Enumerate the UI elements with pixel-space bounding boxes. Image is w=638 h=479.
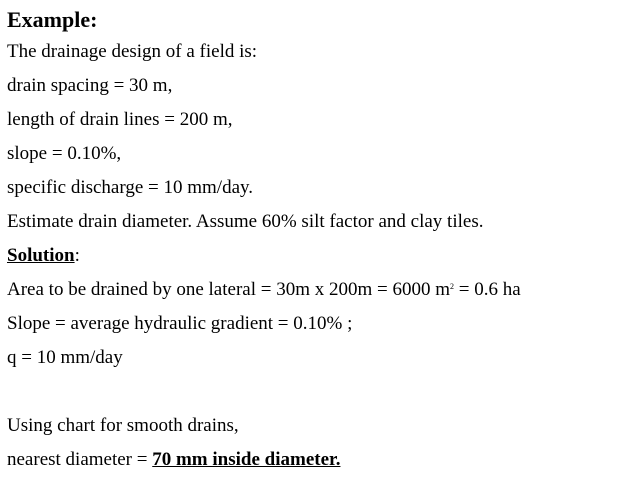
given-drain-spacing: drain spacing = 30 m, [7,75,173,96]
given-drain-length: length of drain lines = 200 m, [7,109,233,130]
solution-label: Solution [7,245,75,266]
intro-text: The drainage design of a field is: [7,41,258,62]
discharge-line: q = 10 mm/day [7,347,123,368]
task-text: Estimate drain diameter. Assume 60% silt factor and clay tiles. [7,211,484,232]
nearest-diameter-line [7,449,340,471]
nearest-prefix: nearest diameter = [7,449,153,470]
area-result: = 0.6 ha [454,279,521,300]
solution-heading [7,245,80,267]
given-slope: slope = 0.10%, [7,143,122,164]
chart-line: Using chart for smooth drains, [7,415,239,436]
slope-line: Slope = average hydraulic gradient = 0.10% ; [7,313,353,334]
diameter-answer: 70 mm inside diameter. [152,449,341,470]
given-specific-discharge: specific discharge = 10 mm/day. [7,177,254,198]
area-line [7,279,521,301]
example-title: Example: [7,7,98,32]
solution-colon: : [74,245,80,266]
area-text: Area to be drained by one lateral = 30m x 200m = 6000 m [7,279,451,300]
area-superscript: 2 [450,282,455,291]
